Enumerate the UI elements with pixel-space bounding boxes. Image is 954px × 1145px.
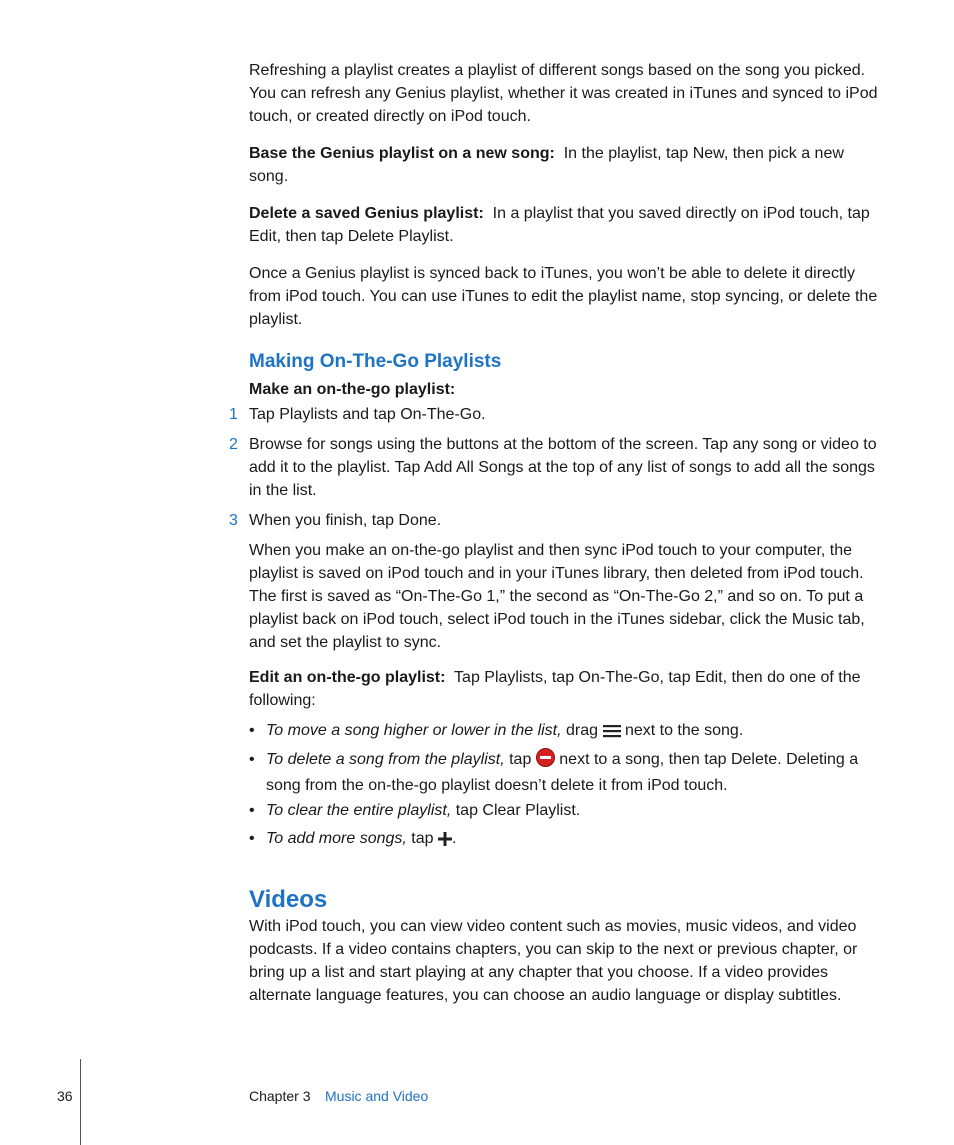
bullet-italic: To move a song higher or lower in the list,	[266, 722, 562, 739]
delete-genius-text: In a playlist that you saved directly on iPod touch, tap Edit, then tap Delete Playlist.	[249, 205, 870, 245]
edit-otg-text: Tap Playlists, tap On-The-Go, tap Edit, then do one of the following:	[249, 669, 861, 709]
bullet-italic: To add more songs,	[266, 830, 407, 847]
base-genius-paragraph	[249, 142, 879, 188]
bullet-item	[266, 719, 866, 745]
edit-otg-label: Edit an on-the-go playlist:	[249, 669, 446, 686]
page-number: 36	[57, 1088, 73, 1104]
videos-paragraph	[249, 915, 879, 1007]
step-item	[249, 509, 879, 532]
step-text: Browse for songs using the buttons at the bottom of the screen. Tap any song or video to add it to the playlist. Tap Add All Songs at the top of any list of songs to add all the songs in the list.	[249, 436, 877, 499]
base-genius-text: In the playlist, tap New, then pick a new song.	[249, 145, 844, 185]
bullet-post: next to a song, then tap Delete. Deleting a song from the on-the-go playlist doesn’t delete it from iPod touch.	[266, 751, 859, 794]
step-text: Tap Playlists and tap On-The-Go.	[249, 406, 486, 423]
delete-genius-paragraph	[249, 202, 879, 248]
footer-chapter: Chapter 3	[249, 1088, 311, 1104]
bullet-symbol: •	[249, 802, 255, 819]
base-genius-label: Base the Genius playlist on a new song:	[249, 145, 555, 162]
delete-genius-label: Delete a saved Genius playlist:	[249, 205, 484, 222]
bullet-italic: To delete a song from the playlist,	[266, 751, 505, 768]
step-item	[249, 433, 879, 502]
bullet-symbol: •	[249, 830, 255, 847]
make-otg-label: Make an on-the-go playlist:	[249, 381, 456, 398]
otg-heading: Making On-The-Go Playlists	[249, 351, 502, 372]
bullet-item	[266, 748, 866, 797]
bullet-pre: drag	[566, 722, 599, 739]
videos-text: With iPod touch, you can view video content such as movies, music videos, and video podcasts. If a video contains chapters, you can skip to the next or previous chapter, or bring up a list and start playing at any chapter that you choose. If a video provides alternate language features, you can choose an audio language or display subtitles.	[249, 918, 858, 1004]
footer-divider	[80, 1059, 81, 1145]
step-item	[249, 403, 879, 426]
intro-paragraph	[249, 59, 879, 128]
plus-icon	[438, 830, 452, 853]
bullet-post: next to the song.	[624, 722, 744, 739]
bullet-post: .	[451, 830, 457, 847]
bullet-item	[266, 799, 866, 822]
step-number: 2	[229, 436, 238, 453]
footer-chapter-title: Music and Video	[325, 1088, 429, 1104]
reorder-icon	[603, 722, 621, 745]
synced-back-paragraph	[249, 262, 879, 331]
bullet-pre: tap Clear Playlist.	[455, 802, 581, 819]
step-number: 3	[229, 512, 238, 529]
delete-circle-icon	[536, 748, 555, 774]
bullet-item	[266, 827, 866, 853]
step-number: 1	[229, 406, 238, 423]
otg-sync-text: When you make an on-the-go playlist and then sync iPod touch to your computer, the playlist is saved on iPod touch and in your iTunes library, then deleted from iPod touch. The first is saved as “On-The-Go 1,” the second as “On-The-Go 2,” and so on. To put a playlist back on iPod touch, select iPod touch in the iTunes sidebar, click the Music tab, and set the playlist to sync.	[249, 542, 865, 651]
bullet-italic: To clear the entire playlist,	[266, 802, 452, 819]
bullet-pre: tap	[509, 751, 532, 768]
edit-otg-paragraph	[249, 666, 879, 712]
otg-sync-paragraph	[249, 539, 879, 654]
synced-back-text: Once a Genius playlist is synced back to iTunes, you won’t be able to delete it directly from iPod touch. You can use iTunes to edit the playlist name, stop syncing, or delete the playlist.	[249, 265, 878, 328]
intro-text: Refreshing a playlist creates a playlist of different songs based on the song you picked. You can refresh any Genius playlist, whether it was created in iTunes and synced to iPod touch, or created directly on iPod touch.	[249, 62, 878, 125]
bullet-pre: tap	[411, 830, 434, 847]
bullet-symbol: •	[249, 722, 255, 739]
videos-heading: Videos	[249, 886, 328, 913]
bullet-symbol: •	[249, 751, 255, 768]
make-otg-label-row	[249, 378, 879, 401]
step-text: When you finish, tap Done.	[249, 512, 442, 529]
